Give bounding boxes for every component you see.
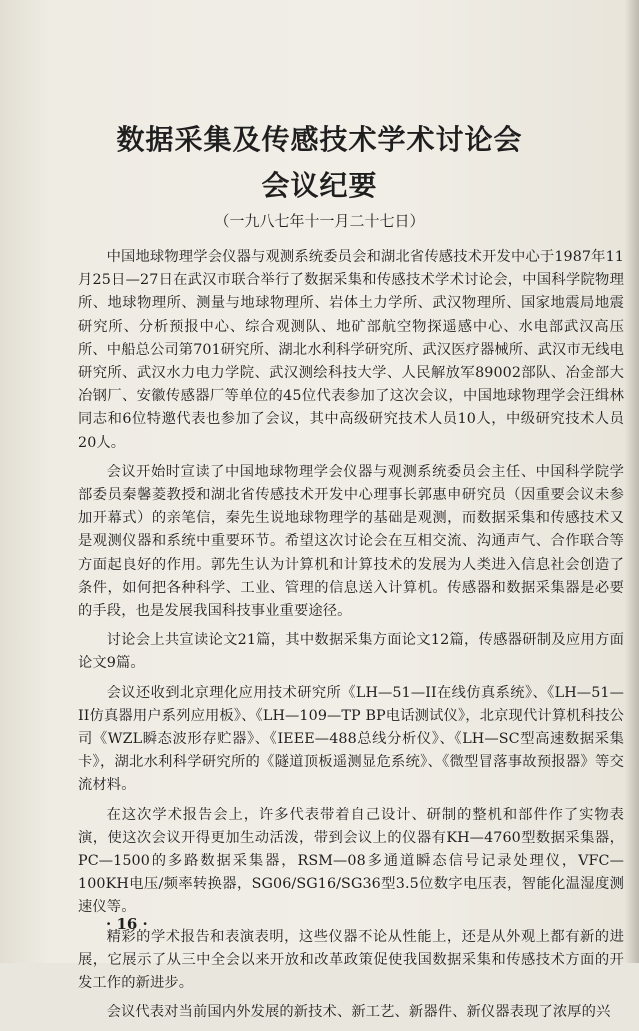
- paragraph-1: 中国地球物理学会仪器与观测系统委员会和湖北省传感技术开发中心于1987年11月25日—27日在武汉市联合举行了数据采集和传感技术学术讨论会，中国科学院物理所、地球物理所、测量与地球物理所、岩体土力学所、武汉物理所、国家地震局地震研究所、分析预报中心、综合观测队、地矿部航空物探遥感中心、水电部武汉高压所、中船总公司第701研究所、湖北水利科学研究所、武汉医疗器械所、武汉市无线电研究所、武汉水力电力学院、武汉测绘科技大学、人民解放军89002部队、冶金部大冶钢厂、安徽传感器厂等单位的45位代表参加了这次会议，中国地球物理学会汪缉林同志和6位特邀代表也参加了会议，其中高级研究技术人员10人，中级研究技术人员20人。: [78, 249, 624, 451]
- paragraph-3: 讨论会上共宣读论文21篇，其中数据采集方面论文12篇，传感器研制及应用方面论文9篇。: [78, 632, 624, 672]
- paragraph-2: 会议开始时宣读了中国地球物理学会仪器与观测系统委员会主任、中国科学院学部委员秦馨菱教授和湖北省传感技术开发中心理事长郭惠申研究员（因重要会议未参加开幕式）的亲笔信，秦先生说地球物理学的基础是观测，而数据采集和传感技术又是观测仪器和系统中重要环节。希望这次讨论会在互相交流、沟通声气、合作联合等方面起良好的作用。郭先生认为计算机和计算技术的发展为人类进入信息社会创造了条件，如何把各种科学、工业、管理的信息送入计算机。传感器和数据采集器是必要的手段，也是发展我国科技事业重要途径。: [78, 463, 624, 620]
- document-date: （一九八七年十一月二十七日）: [214, 212, 425, 230]
- paragraph-7: 会议代表对当前国内外发展的新技术、新工艺、新器件、新仪器表现了浓厚的兴: [106, 1004, 611, 1021]
- paragraph-6: 精彩的学术报告和表演表明，这些仪器不论从性能上，还是从外观上都有新的进展，它展示了从三中全会以来开放和改革政策促使我国数据采集和传感技术方面的开发工作的新进步。: [78, 928, 624, 992]
- document-body: [78, 246, 624, 1031]
- paragraph-4: 会议还收到北京理化应用技术研究所《LH—51—II在线仿真系统》、《LH—51—II仿真器用户系列应用板》、《LH—109—TP BP电话测试仪》，北京现代计算机科技公司《WZL瞬态波形存贮器》、《IEEE—488总线分析仪》、《LH—SC型高速数据采集卡》，湖北水利科学研究所的《隧道顶板遥测显危系统》、《微型冒落事故预报器》等交流材料。: [78, 684, 624, 794]
- page-number: · 16 ·: [106, 915, 148, 933]
- paragraph-5: 在这次学术报告会上，许多代表带着自己设计、研制的整机和部件作了实物表演，使这次会议开得更加生动活泼，带到会议上的仪器有KH—4760型数据采集器，PC—1500的多路数据采集器，RSM—08多通道瞬态信号记录处理仪，VFC—100KH电压/频率转换器，SG06/SG16/SG36型3.5位数字电压表，智能化温湿度测速仪等。: [78, 806, 624, 916]
- binding-shadow: [625, 0, 639, 963]
- document-subtitle: 会议纪要: [261, 169, 378, 202]
- document-title: 数据采集及传感技术学术讨论会: [116, 123, 523, 156]
